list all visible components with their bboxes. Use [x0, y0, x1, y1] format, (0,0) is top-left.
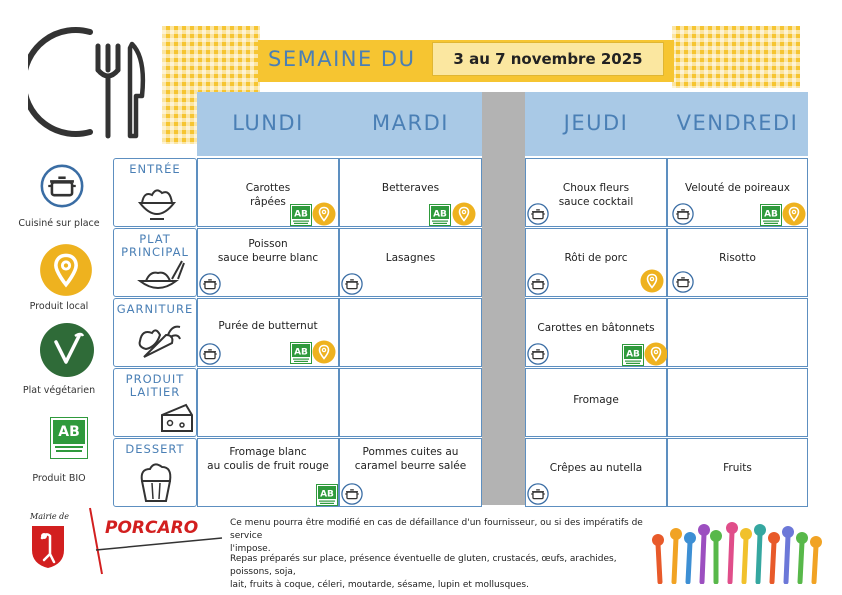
cooked-on-site-icon [199, 343, 221, 365]
menu-item-2: caramel beurre salée [354, 460, 467, 472]
menu-item: Purée de butternut [218, 320, 318, 332]
mairie-name: PORCARO [105, 518, 199, 538]
local-product-icon [312, 202, 336, 226]
category-produit-laitier [113, 368, 197, 437]
day-header-mardi: MARDI [339, 92, 482, 156]
footer-line-2: l'impose. [230, 544, 271, 554]
category-label: PRODUIT [125, 372, 185, 386]
menu-item: Risotto [719, 252, 756, 264]
cell-dessert-lundi [197, 438, 339, 507]
cell-garniture-vendredi [667, 298, 808, 367]
semaine-label: SEMAINE DU [268, 47, 416, 71]
footer-line-3: Repas préparés sur place, présence éventuelle de gluten, crustacés, œufs, arachides, poissons, soja, [230, 554, 617, 577]
plate-dish-icon [136, 259, 186, 295]
menu-item-2: râpées [250, 196, 286, 208]
menu-item: Betteraves [381, 182, 440, 194]
header-mosaic-right [672, 26, 800, 88]
cuisine-legend-icon [40, 164, 84, 208]
category-garniture [113, 298, 197, 367]
menu-item: Lasagnes [385, 252, 436, 264]
bio-logo-icon [290, 342, 312, 364]
cell-entree-jeudi [525, 158, 667, 227]
local-product-icon [452, 202, 476, 226]
day-header-jeudi: JEUDI [525, 92, 667, 156]
cooked-on-site-icon [341, 273, 363, 295]
category-label: DESSERT [125, 442, 185, 456]
cell-garniture-jeudi [525, 298, 667, 367]
cooked-on-site-icon [199, 273, 221, 295]
menu-item: Carottes [245, 182, 291, 194]
cell-laitier-vendredi [667, 368, 808, 437]
menu-item: Poisson [248, 238, 288, 250]
category-label-2: PRINCIPAL [121, 245, 189, 259]
plate-cutlery-icon [28, 18, 158, 146]
category-dessert [113, 438, 197, 507]
menu-item: Carottes en bâtonnets [537, 322, 655, 334]
legend-vegetarien-label: Plat végétarien [22, 385, 96, 396]
cheese-icon [160, 401, 194, 435]
local-product-icon [640, 269, 664, 293]
menu-item: Fromage [573, 394, 619, 406]
coat-of-arms-icon [30, 524, 66, 570]
day-header-lundi: LUNDI [197, 92, 339, 156]
cell-dessert-jeudi [525, 438, 667, 507]
menu-item-2: au coulis de fruit rouge [207, 460, 329, 472]
cell-laitier-jeudi [525, 368, 667, 437]
vegetables-icon [136, 321, 182, 363]
menu-item: Rôti de porc [564, 252, 628, 264]
cell-plat-mardi [339, 228, 482, 297]
bio-logo-icon [622, 344, 644, 366]
cell-plat-lundi [197, 228, 339, 297]
footer-line-1: Ce menu pourra être modifié en cas de défaillance d'un fournisseur, ou si des impératifs de service [230, 518, 643, 541]
legend-cuisine-label: Cuisiné sur place [18, 218, 100, 229]
cooked-on-site-icon [527, 343, 549, 365]
cell-dessert-mardi [339, 438, 482, 507]
category-entree [113, 158, 197, 227]
cell-entree-lundi [197, 158, 339, 227]
date-range: 3 au 7 novembre 2025 [432, 42, 664, 76]
category-plat-principal [113, 228, 197, 297]
category-label: ENTRÉE [129, 162, 181, 176]
cell-plat-jeudi [525, 228, 667, 297]
footer-allergens [230, 553, 650, 592]
menu-item: Velouté de poireaux [684, 182, 791, 194]
menu-item: Choux fleurs [562, 182, 630, 194]
local-product-icon [782, 202, 806, 226]
bio-legend-logo: AB [53, 420, 85, 444]
cell-entree-mardi [339, 158, 482, 227]
cooked-on-site-icon [527, 273, 549, 295]
cell-plat-vendredi [667, 228, 808, 297]
cell-dessert-vendredi [667, 438, 808, 507]
legend-bio-label: Produit BIO [32, 473, 86, 484]
cooked-on-site-icon [527, 483, 549, 505]
cell-garniture-lundi [197, 298, 339, 367]
footer-note [230, 517, 650, 556]
menu-item-2: sauce cocktail [558, 196, 634, 208]
menu-item: Crêpes au nutella [549, 462, 643, 474]
category-label: PLAT [139, 232, 171, 246]
legend-local-label: Produit local [29, 301, 89, 312]
cooked-on-site-icon [672, 271, 694, 293]
cooked-on-site-icon [527, 203, 549, 225]
bio-logo-icon [316, 484, 338, 506]
bio-logo-icon [429, 204, 451, 226]
cell-laitier-mardi [339, 368, 482, 437]
menu-item: Fromage blanc [229, 446, 307, 458]
cooked-on-site-icon [341, 483, 363, 505]
category-label-2: LAITIER [129, 385, 181, 399]
local-legend-icon [39, 243, 93, 297]
cell-entree-vendredi [667, 158, 808, 227]
porcaro-swoosh [76, 506, 226, 576]
menu-item: Fruits [723, 462, 752, 474]
menu-item-2: sauce beurre blanc [217, 252, 319, 264]
vegetarian-icon [39, 322, 95, 378]
cell-laitier-lundi [197, 368, 339, 437]
bio-legend-icon [50, 417, 88, 459]
bio-logo-icon [290, 204, 312, 226]
cell-garniture-mardi [339, 298, 482, 367]
local-product-icon [644, 342, 668, 366]
wednesday-closed-column [482, 92, 525, 505]
day-header-vendredi: VENDREDI [667, 92, 808, 156]
menu-item: Pommes cuites au [362, 446, 459, 458]
footer-line-4: lait, fruits à coque, céleri, moutarde, sésame, lupin et mollusques. [230, 580, 529, 590]
local-product-icon [312, 340, 336, 364]
cooked-on-site-icon [672, 203, 694, 225]
bio-logo-icon [760, 204, 782, 226]
salad-bowl-icon [136, 183, 178, 223]
cupcake-icon [136, 461, 176, 505]
category-label: GARNITURE [116, 302, 194, 316]
mairie-label: Mairie de [30, 512, 70, 521]
colorful-hands-illustration [650, 512, 828, 584]
